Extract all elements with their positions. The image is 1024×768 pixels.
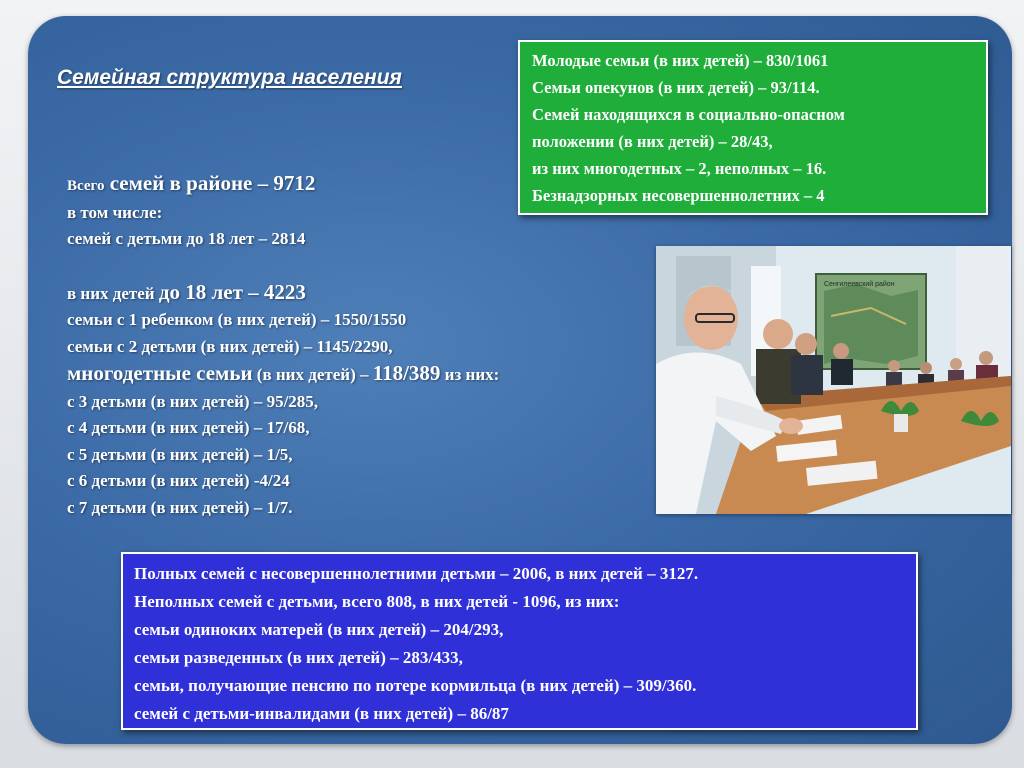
blue-box-line: Неполных семей с детьми, всего 808, в них детей - 1096, из них: <box>134 592 620 611</box>
five-children-line: с 5 детьми (в них детей) – 1/5, <box>67 444 293 464</box>
large-families-value: 118/389 <box>372 361 441 385</box>
large-families-middle: (в них детей) – <box>252 365 373 384</box>
complete-incomplete-families-box <box>121 552 918 730</box>
meeting-photo-drawing <box>656 246 1011 514</box>
large-families-suffix: из них: <box>440 365 500 384</box>
one-child-line: семьи с 1 ребенком (в них детей) – 1550/1550 <box>67 310 407 329</box>
four-children-line: с 4 детьми (в них детей) – 17/68, <box>67 418 310 437</box>
blue-box-line: Полных семей с несовершеннолетними детьми – 2006, в них детей – 3127. <box>134 564 699 583</box>
total-families: семей в районе – 9712 <box>104 171 316 195</box>
blue-box-line: семьи, получающие пенсию по потере кормильца (в них детей) – 309/360. <box>134 676 697 695</box>
map-caption: Сенгилеевский район <box>824 281 895 288</box>
total-families-line <box>67 170 657 200</box>
two-children-line: семьи с 2 детьми (в них детей) – 1145/2290, <box>67 336 393 356</box>
spacer <box>67 253 657 279</box>
six-children-line: с 6 детьми (в них детей) -4/24 <box>67 471 290 490</box>
meeting-photo <box>656 246 1011 514</box>
three-children-line: с 3 детьми (в них детей) – 95/285, <box>67 391 319 411</box>
children-count: до 18 лет – 4223 <box>158 279 306 304</box>
total-prefix: Всего <box>67 178 105 194</box>
green-box-line: Семьи опекунов (в них детей) – 93/114. <box>532 78 820 97</box>
children-count-line <box>67 279 657 308</box>
families-with-children-line: семей с детьми до 18 лет – 2814 <box>67 229 306 248</box>
including-line: в том числе: <box>67 202 163 222</box>
green-box-line: Семей находящихся в социально-опасном <box>532 105 845 124</box>
blue-box-line: семьи разведенных (в них детей) – 283/433, <box>134 648 463 667</box>
green-box-line: Молодые семьи (в них детей) – 830/1061 <box>532 51 829 70</box>
large-families-line <box>67 360 657 389</box>
family-statistics-text <box>67 170 657 521</box>
green-box-line: положении (в них детей) – 28/43, <box>532 132 773 151</box>
green-box-line: Безнадзорных несовершеннолетних – 4 <box>532 186 825 205</box>
blue-box-line: семьи одиноких матерей (в них детей) – 204/293, <box>134 620 504 639</box>
children-prefix: в них детей <box>67 283 159 303</box>
green-box-line: из них многодетных – 2, неполных – 16. <box>532 159 827 178</box>
large-families-label: многодетные семьи <box>67 361 253 385</box>
blue-box-line: семей с детьми-инвалидами (в них детей) – 86/87 <box>134 704 509 723</box>
slide-title: Семейная структура населения <box>57 66 402 89</box>
seven-children-line: с 7 детьми (в них детей) – 1/7. <box>67 497 293 517</box>
